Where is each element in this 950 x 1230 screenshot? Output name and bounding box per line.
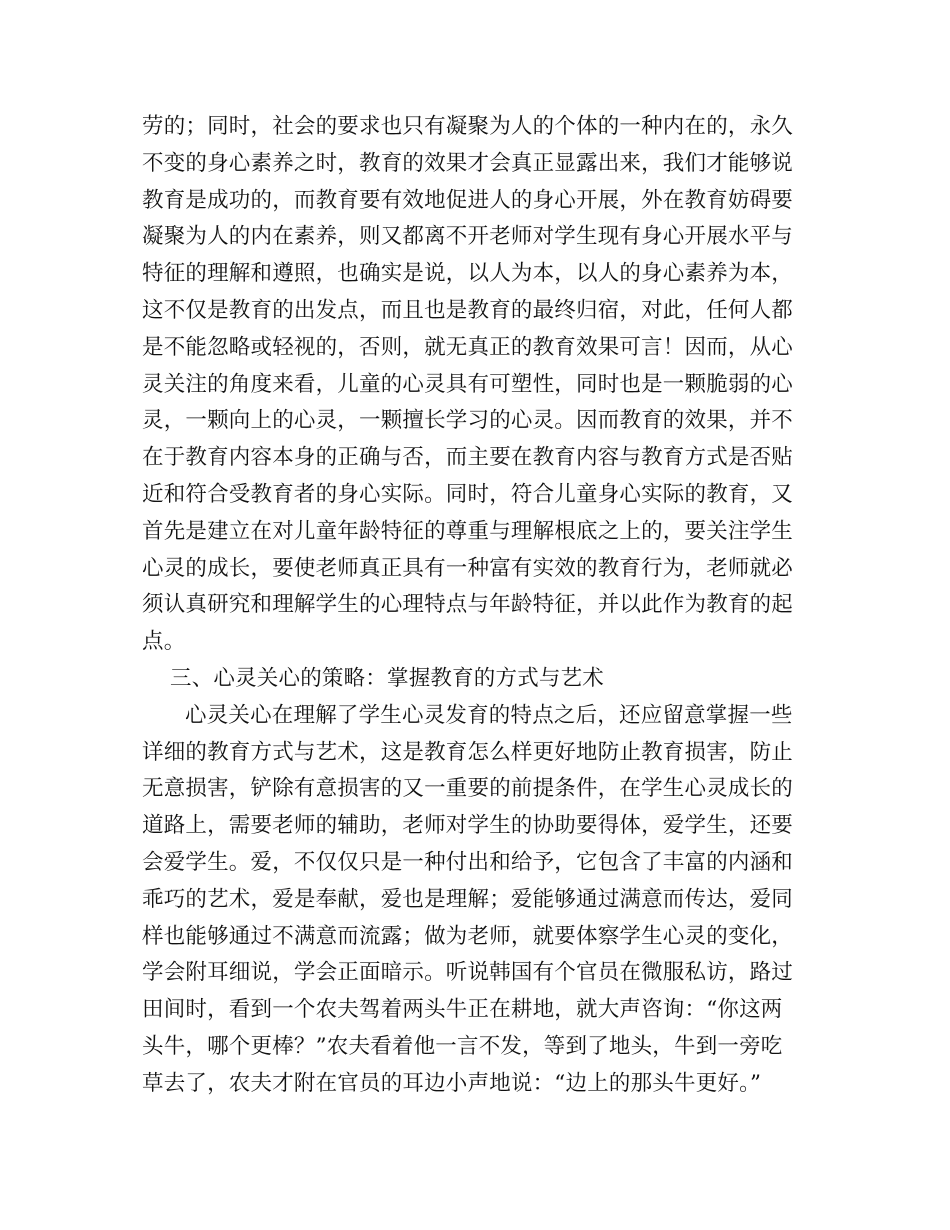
text-line: 灵，一颗向上的心灵，一颗擅长学习的心灵。因而教育的效果，并不 — [142, 408, 794, 434]
text-line: 灵关注的角度来看，儿童的心灵具有可塑性，同时也是一颗脆弱的心 — [142, 371, 794, 397]
text-line: 这不仅是教育的出发点，而且也是教育的最终归宿，对此，任何人都 — [142, 297, 794, 323]
text-line: 教育是成功的，而教育要有效地促进人的身心开展，外在教育妨碍要 — [142, 187, 794, 213]
text-line: 须认真研究和理解学生的心理特点与年龄特征，并以此作为教育的起 — [142, 592, 794, 618]
text-line: 乖巧的艺术，爱是奉献，爱也是理解；爱能够通过满意而传达，爱同 — [142, 886, 794, 912]
text-line: 特征的理解和遵照，也确实是说，以人为本，以人的身心素养为本， — [142, 261, 794, 287]
text-line: 无意损害，铲除有意损害的又一重要的前提条件，在学生心灵成长的 — [142, 776, 794, 802]
text-line: 劳的；同时，社会的要求也只有凝聚为人的个体的一种内在的，永久 — [142, 114, 794, 139]
text-line: 是不能忽略或轻视的，否则，就无真正的教育效果可言！因而，从心 — [142, 334, 794, 360]
text-line: 点。 — [142, 629, 186, 655]
section-heading: 三、心灵关心的策略：掌握教育的方式与艺术 — [170, 665, 605, 691]
text-line: 心灵的成长，要使老师真正具有一种富有实效的教育行为，老师就必 — [142, 555, 794, 581]
text-line: 学会附耳细说，学会正面暗示。听说韩国有个官员在微服私访，路过 — [142, 960, 794, 986]
text-line: 在于教育内容本身的正确与否，而主要在教育内容与教育方式是否贴 — [142, 445, 794, 471]
text-line: 近和符合受教育者的身心实际。同时，符合儿童身心实际的教育，又 — [142, 481, 794, 507]
text-line: 心灵关心在理解了学生心灵发育的特点之后，还应留意掌握一些 — [185, 702, 793, 728]
text-line: 不变的身心素养之时，教育的效果才会真正显露出来，我们才能够说 — [142, 150, 794, 176]
text-line: 头牛，哪个更棒？”农夫看着他一言不发，等到了地头，牛到一旁吃 — [142, 1033, 783, 1059]
document-body — [142, 109, 812, 1103]
text-line: 样也能够通过不满意而流露；做为老师，就要体察学生心灵的变化， — [142, 923, 794, 949]
text-line: 详细的教育方式与艺术，这是教育怎么样更好地防止教育损害，防止 — [142, 739, 794, 765]
text-line: 草去了，农夫才附在官员的耳边小声地说：“边上的那头牛更好。” — [142, 1070, 762, 1096]
text-line: 田间时，看到一个农夫驾着两头牛正在耕地，就大声咨询：“你这两 — [142, 997, 783, 1023]
text-line: 会爱学生。爱，不仅仅只是一种付出和给予，它包含了丰富的内涵和 — [142, 849, 794, 875]
text-line: 道路上，需要老师的辅助，老师对学生的协助要得体，爱学生，还要 — [142, 813, 794, 839]
text-line: 凝聚为人的内在素养，则又都离不开老师对学生现有身心开展水平与 — [142, 224, 794, 250]
text-line: 首先是建立在对儿童年龄特征的尊重与理解根底之上的，要关注学生 — [142, 518, 794, 544]
